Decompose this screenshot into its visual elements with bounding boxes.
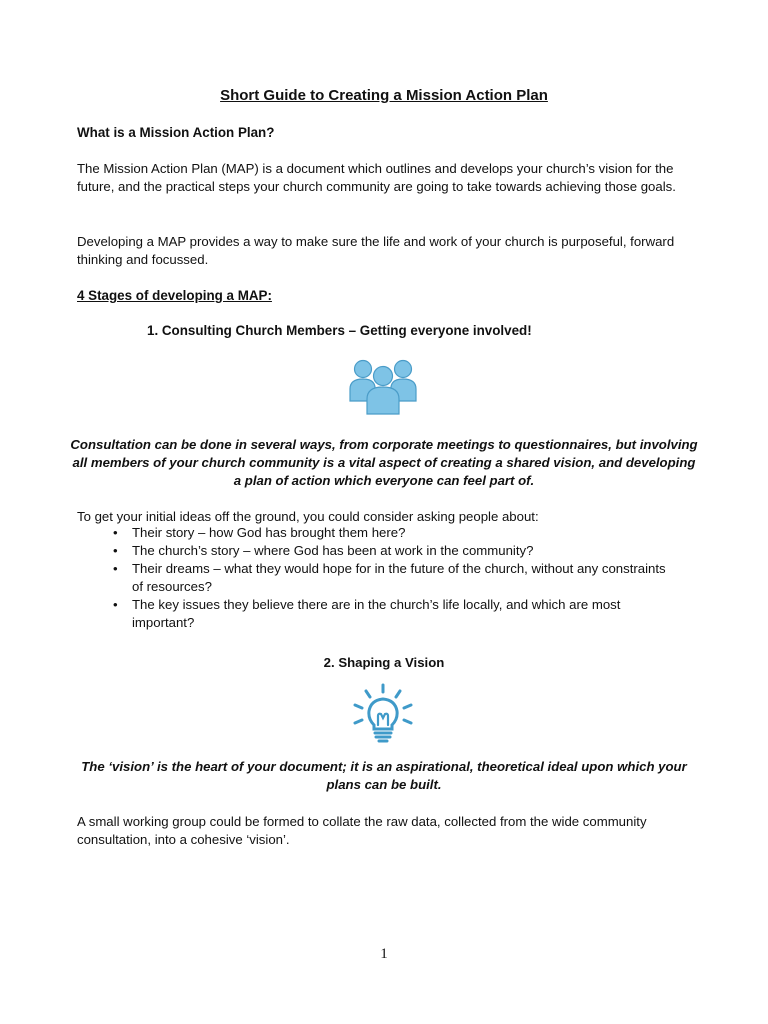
list-item [113,596,673,632]
bullet-icon: • [113,525,118,540]
questions-list [113,524,673,632]
list-item-text: The key issues they believe there are in the church’s life locally, and which are most important? [132,597,621,630]
list-item-text: Their dreams – what they would hope for in the future of the church, without any constraints of resources? [132,561,666,594]
people-group-icon [348,357,418,415]
intro-paragraph: The Mission Action Plan (MAP) is a document which outlines and develops your church’s vision for the future, and the practical steps your church community are going to take towards achieving those goals. [77,161,676,194]
bullet-icon: • [113,543,118,558]
document-title: Short Guide to Creating a Mission Action Plan [220,87,548,104]
stage2-description: The ‘vision’ is the heart of your document; it is an aspirational, theoretical ideal upon which your plans can be built. [81,759,687,792]
list-item [113,560,673,596]
lightbulb-icon [351,683,415,743]
list-item [113,542,673,560]
stage1-heading: 1. Consulting Church Members – Getting everyone involved! [147,323,532,338]
stage2-heading: 2. Shaping a Vision [323,655,445,670]
initial-ideas-paragraph: To get your initial ideas off the ground, you could consider asking people about: [77,509,539,524]
what-is-map-heading: What is a Mission Action Plan? [77,125,275,140]
developing-map-paragraph: Developing a MAP provides a way to make sure the life and work of your church is purposeful, forward thinking and focussed. [77,234,675,267]
working-group-paragraph: A small working group could be formed to collate the raw data, collected from the wide community consultation, into a cohesive ‘vision’. [77,814,647,847]
page-number: 1 [380,946,388,962]
stage1-description: Consultation can be done in several ways, from corporate meetings to questionnaires, but involving all members of your church community is a vital aspect of creating a shared vision, and developing a plan of action which everyone can feel part of. [70,437,698,488]
list-item-text: The church’s story – where God has been at work in the community? [132,543,534,558]
bullet-icon: • [113,597,118,612]
bullet-icon: • [113,561,118,576]
list-item [113,524,673,542]
stages-heading: 4 Stages of developing a MAP: [77,288,272,303]
list-item-text: Their story – how God has brought them here? [132,525,406,540]
